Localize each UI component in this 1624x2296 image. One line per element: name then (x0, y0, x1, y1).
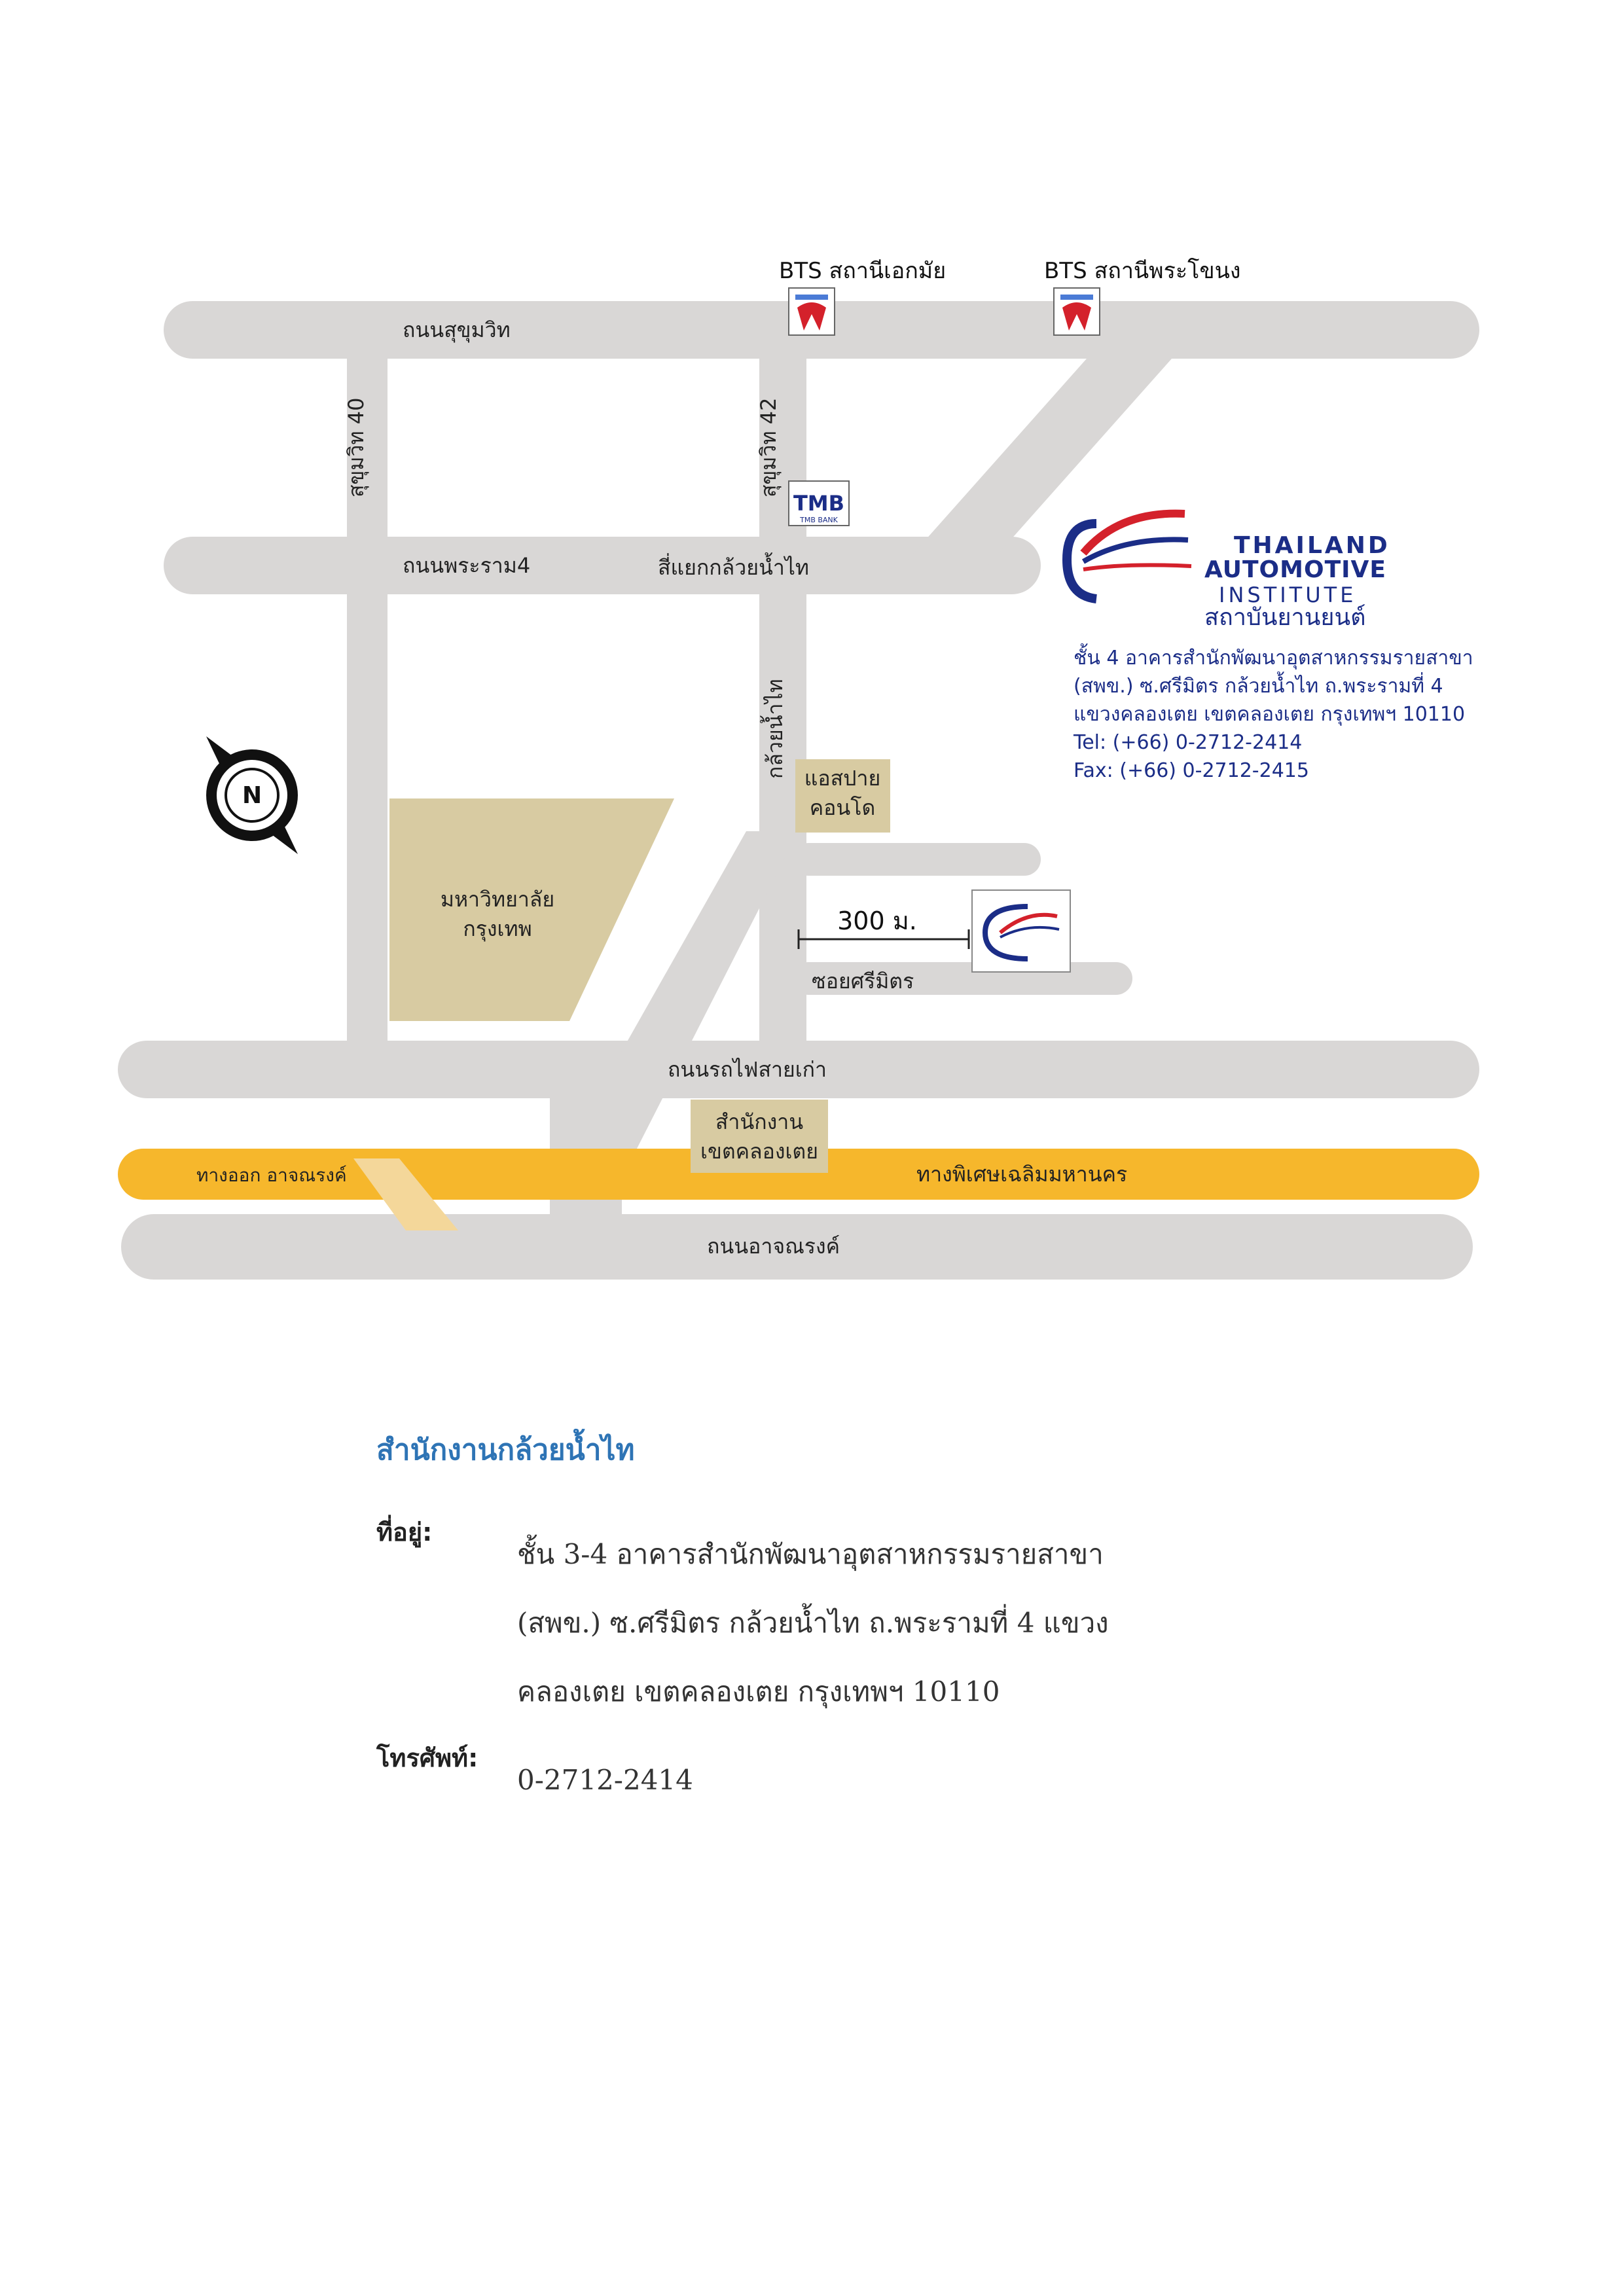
label-rotfai-old: ถนนรถไฟสายเก่า (668, 1057, 827, 1082)
institute-info-card (1067, 514, 1473, 782)
institute-name-line2: AUTOMOTIVE (1204, 556, 1386, 583)
office-info-section (376, 1427, 1358, 1826)
compass-icon (206, 736, 298, 854)
institute-address-line1: ชั้น 4 อาคารสำนักพัฒนาอุตสาหกรรมรายสาขา (1074, 647, 1473, 670)
map-canvas (98, 242, 1506, 1302)
phone-value (517, 1738, 1358, 1814)
institute-logo-icon (1067, 514, 1191, 599)
label-soi-srimitr: ซอยศรีมิตร (812, 969, 914, 994)
address-line-2: (สพข.) ซ.ศรีมิตร กล้วยน้ำไท ถ.พระรามที่ 4 แขวง (517, 1607, 1109, 1639)
bts-ekkamai-label: BTS สถานีเอกมัย (779, 258, 947, 284)
condo-label-line2: คอนโด (809, 795, 876, 820)
condo-label-line1: แอสปาย (804, 766, 881, 791)
label-sukhumvit: ถนนสุขุมวิท (403, 317, 511, 342)
office-title: สำนักงานกล้วยน้ำไท (376, 1433, 635, 1467)
address-line-1: ชั้น 3-4 อาคารสำนักพัฒนาอุตสาหกรรมรายสาขา (517, 1538, 1104, 1570)
address-label: ที่อยู่: (376, 1518, 433, 1547)
tmb-bank-subtext: TMB BANK (800, 516, 838, 524)
institute-location-icon (972, 890, 1070, 972)
university-label-line1: มหาวิทยาลัย (440, 887, 555, 912)
address-line-3: คลองเตย เขตคลองเตย กรุงเทพฯ 10110 (517, 1676, 1000, 1708)
bts-ekkamai-icon (789, 288, 835, 335)
tmb-logo-text: TMB (793, 491, 845, 516)
label-expressway: ทางพิเศษเฉลิมมหานคร (916, 1162, 1128, 1187)
institute-name-line1: THAILAND (1234, 532, 1390, 559)
phone-row (376, 1738, 1358, 1814)
label-kluaynamthai: กล้วยน้ำไท (763, 679, 787, 779)
bts-phrakhanong-label: BTS สถานีพระโขนง (1044, 258, 1241, 284)
institute-name-thai: สถาบันยานยนต์ (1204, 604, 1366, 631)
institute-address-line3: แขวงคลองเตย เขตคลองเตย กรุงเทพฯ 10110 (1074, 703, 1466, 726)
label-soi40: สุขุมวิท 40 (344, 397, 369, 497)
institute-fax: Fax: (+66) 0-2712-2415 (1074, 759, 1309, 782)
district-office-label-line2: เขตคลองเตย (700, 1139, 818, 1164)
distance-label: 300 ม. (837, 906, 917, 935)
university-label-line2: กรุงเทพ (463, 916, 532, 941)
institute-name-line3: INSTITUTE (1219, 583, 1357, 607)
phone-number: 0-2712-2414 (517, 1764, 693, 1796)
location-map (98, 242, 1506, 1302)
bts-phrakhanong-icon (1054, 288, 1100, 335)
district-office-label-line1: สำนักงาน (715, 1109, 804, 1134)
road-soi-condo (792, 843, 1041, 876)
distance-marker (799, 906, 969, 949)
label-rama4: ถนนพระราม4 (403, 553, 531, 578)
compass-north-label: N (242, 782, 262, 809)
label-expressway-exit: ทางออก อาจณรงค์ (196, 1164, 347, 1186)
institute-address-line2: (สพข.) ซ.ศรีมิตร กล้วยน้ำไท ถ.พระรามที่ 4 (1074, 675, 1443, 698)
label-kluaynamthai-junction: สี่แยกกล้วยน้ำไท (658, 555, 810, 580)
address-value (517, 1512, 1358, 1726)
address-row (376, 1512, 1358, 1726)
phone-label: โทรศัพท์: (376, 1744, 478, 1772)
institute-tel: Tel: (+66) 0-2712-2414 (1074, 731, 1303, 754)
tmb-bank-icon (789, 481, 849, 526)
label-at-narong: ถนนอาจณรงค์ (707, 1234, 840, 1259)
label-soi42: สุขุมวิท 42 (756, 397, 781, 497)
